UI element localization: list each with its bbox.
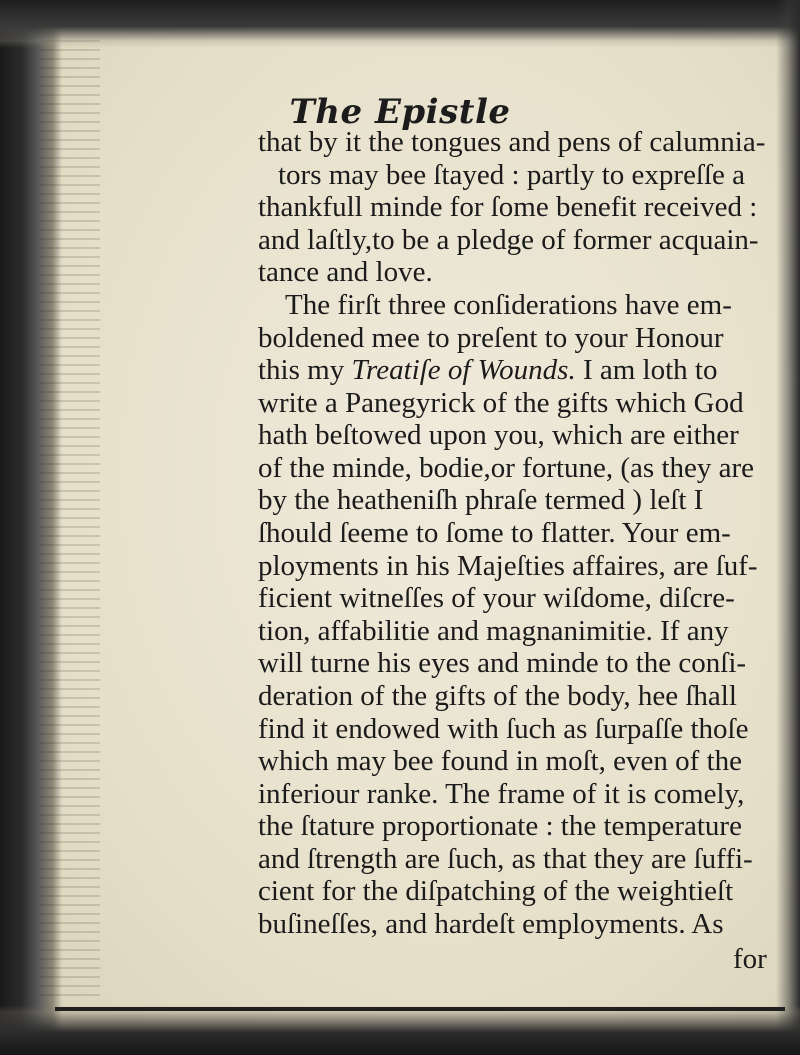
text-line-8-end: I am loth to [575,354,718,386]
text-line-15: ficient witneſſes of your wiſdome, diſcre- [258,582,735,614]
text-line-12: by the heatheniſh phraſe termed ) leſt I [258,484,704,516]
text-line-1: that by it the tongues and pens of calumnia- [258,126,766,158]
text-line-23: and ſtrength are ſuch, as that they are ſuffi- [258,843,753,875]
text-line-3: thankfull minde for ſome benefit received : [258,191,758,223]
bottom-rule [55,1007,785,1011]
text-line-16: tion, affabilitie and magnanimitie. If any [258,615,729,647]
text-line-11: of the minde, bodie,or fortune, (as they are [258,452,755,484]
text-line-22: the ſtature proportionate : the temperature [258,810,742,842]
text-line-7: boldened mee to preſent to your Honour [258,322,724,354]
text-line-13: ſhould ſeeme to ſome to flatter. Your em- [258,517,731,549]
text-line-9: write a Panegyrick of the gifts which God [258,387,744,419]
text-line-21: inferiour ranke. The frame of it is comely, [258,778,745,810]
binding-texture [40,40,100,1000]
text-line-8 [258,356,717,385]
text-line-6: The firſt three conſiderations have em- [285,289,732,321]
running-header: The Epistle [289,92,511,132]
page-bottom-edge [0,1005,800,1055]
text-line-17: will turne his eyes and minde to the conſi- [258,647,747,679]
page-top-edge [0,0,800,48]
text-line-24: cient for the diſpatching of the weightieſt [258,875,734,907]
catchword: for [733,943,767,975]
text-line-4: and laſtly,to be a pledge of former acquain- [258,224,759,256]
text-line-8-start: this my [258,354,352,386]
text-line-20: which may bee found in moſt, even of the [258,745,743,777]
text-line-5: tance and love. [258,256,433,288]
text-line-25: buſineſſes, and hardeſt employments. As [258,908,724,940]
text-line-10: hath beſtowed upon you, which are either [258,419,739,451]
text-line-2: tors may bee ſtayed : partly to expreſſe a [278,159,746,191]
text-line-19: find it endowed with ſuch as ſurpaſſe thoſe [258,713,749,745]
text-line-18: deration of the gifts of the body, hee ſhall [258,680,737,712]
text-line-14: ployments in his Majeſties affaires, are ſuf- [258,550,758,582]
book-title-italic: Treatiſe of Wounds. [351,354,576,386]
page-right-edge [776,0,800,1055]
